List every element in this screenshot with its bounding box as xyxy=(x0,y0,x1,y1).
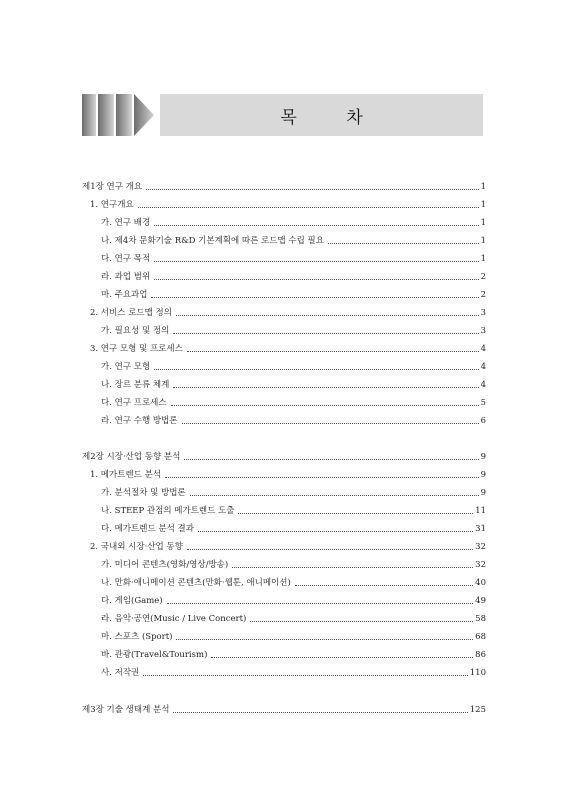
toc-entry-title: 1. 연구개요 xyxy=(90,200,134,210)
toc-entry-2-2-c[interactable] xyxy=(101,592,486,606)
decor-block xyxy=(98,94,114,136)
toc-entry-1-3[interactable] xyxy=(90,340,486,354)
toc-leader xyxy=(187,549,473,550)
toc-entry-2-1-c[interactable] xyxy=(101,520,486,534)
toc-page-number: 2 xyxy=(480,290,486,300)
toc-leader xyxy=(190,495,479,496)
toc-entry-title: 2. 서비스 로드맵 정의 xyxy=(90,308,172,318)
toc-entry-1-3-a[interactable] xyxy=(101,358,486,372)
toc-page-number: 9 xyxy=(480,470,486,480)
toc-leader xyxy=(173,387,478,388)
toc-page-number: 31 xyxy=(475,524,486,534)
toc-entry-1-1-c[interactable] xyxy=(101,250,486,264)
toc-leader xyxy=(176,639,473,640)
toc-page-number: 4 xyxy=(480,380,486,390)
toc-leader xyxy=(154,369,478,370)
toc-leader xyxy=(167,603,474,604)
toc-leader xyxy=(187,351,479,352)
toc-page-number: 40 xyxy=(475,578,486,588)
toc-leader xyxy=(154,261,478,262)
toc-leader xyxy=(151,297,478,298)
toc-entry-1-3-c[interactable] xyxy=(101,394,486,408)
page-title: 목 차 xyxy=(280,107,385,128)
toc-leader xyxy=(211,657,473,658)
toc-entry-2-2-d[interactable] xyxy=(101,610,486,624)
header-decoration xyxy=(82,94,154,136)
toc-entry-title: 가. 연구 모형 xyxy=(101,362,151,372)
toc-entry-2-1-b[interactable] xyxy=(101,502,486,516)
toc-entry-title: 라. 음악·공연(Music / Live Concert) xyxy=(101,614,247,624)
toc-entry-title: 다. 연구 목적 xyxy=(101,254,151,264)
toc-page-number: 32 xyxy=(475,542,486,552)
toc-leader xyxy=(184,459,478,460)
toc-leader xyxy=(146,189,478,190)
toc-page-number: 9 xyxy=(480,488,486,498)
toc-entry-title: 제3장 기술 생태계 분석 xyxy=(82,705,170,715)
toc-entry-title: 사. 저작권 xyxy=(101,668,140,678)
toc-entry-title: 가. 미디어 콘텐츠(영화/영상/방송) xyxy=(101,560,229,570)
toc-entry-2-2-e[interactable] xyxy=(101,628,486,642)
toc-entry-2-1[interactable] xyxy=(90,466,486,480)
toc-entry-2-2[interactable] xyxy=(90,538,486,552)
toc-leader xyxy=(232,567,473,568)
toc-entry-title: 라. 과업 범위 xyxy=(101,272,151,282)
toc-entry-title: 3. 연구 모형 및 프로세스 xyxy=(90,344,183,354)
toc-page-number: 11 xyxy=(475,506,486,516)
toc-leader xyxy=(138,207,479,208)
toc-page-number: 5 xyxy=(480,398,486,408)
toc-entry-title: 제2장 시장·산업 동향 분석 xyxy=(82,452,181,462)
toc-entry-title: 1. 메가트렌드 분석 xyxy=(90,470,161,480)
title-bar xyxy=(160,94,483,136)
toc-entry-title: 가. 필요성 및 정의 xyxy=(101,326,170,336)
toc-page-number: 6 xyxy=(480,416,486,426)
toc-header xyxy=(82,94,483,136)
toc-entry-2-2-a[interactable] xyxy=(101,556,486,570)
toc-page-number: 4 xyxy=(480,344,486,354)
toc-leader xyxy=(154,225,478,226)
toc-entry-title: 2. 국내외 시장·산업 동향 xyxy=(90,542,183,552)
toc-page-number: 86 xyxy=(475,650,486,660)
toc-page-number: 32 xyxy=(475,560,486,570)
toc-entry-2-1-a[interactable] xyxy=(101,484,486,498)
toc-page-number: 125 xyxy=(469,705,486,715)
toc-entry-chapter1[interactable] xyxy=(82,178,486,192)
toc-leader xyxy=(165,477,479,478)
toc-page-number: 49 xyxy=(475,596,486,606)
toc-entry-title: 나. STEEP 관점의 메가트렌드 도출 xyxy=(101,506,235,516)
toc-leader xyxy=(171,405,479,406)
toc-leader xyxy=(173,333,478,334)
toc-page-number: 1 xyxy=(480,218,486,228)
toc-entry-1-1-e[interactable] xyxy=(101,286,486,300)
toc-entry-1-1-a[interactable] xyxy=(101,214,486,228)
toc-leader xyxy=(198,531,473,532)
toc-page-number: 1 xyxy=(480,236,486,246)
toc-leader xyxy=(154,279,478,280)
toc-page-number: 58 xyxy=(475,614,486,624)
toc-leader xyxy=(143,675,468,676)
toc-entry-title: 다. 게임(Game) xyxy=(101,596,163,606)
toc-page-number: 4 xyxy=(480,362,486,372)
toc-page-number: 2 xyxy=(480,272,486,282)
toc-entry-title: 나. 만화·애니메이션 콘텐츠(만화·웹툰, 애니메이션) xyxy=(101,578,291,588)
toc-entry-title: 나. 제4차 문화기술 R&D 기본계획에 따른 로드맵 수립 필요 xyxy=(101,236,324,246)
toc-page-number: 3 xyxy=(480,308,486,318)
toc-entry-1-3-b[interactable] xyxy=(101,376,486,390)
toc-leader xyxy=(182,423,479,424)
toc-entry-1-2-a[interactable] xyxy=(101,322,486,336)
toc-entry-1-2[interactable] xyxy=(90,304,486,318)
toc-leader xyxy=(250,621,473,622)
decor-block xyxy=(116,94,132,136)
toc-page-number: 1 xyxy=(480,182,486,192)
toc-entry-title: 나. 장르 분류 체계 xyxy=(101,380,170,390)
toc-entry-title: 다. 메가트렌드 분석 결과 xyxy=(101,524,194,534)
toc-entry-chapter3[interactable] xyxy=(82,701,486,715)
toc-entry-title: 바. 관광(Travel&Tourism) xyxy=(101,650,208,660)
toc-entry-title: 라. 연구 수행 방법론 xyxy=(101,416,178,426)
toc-page-number: 1 xyxy=(480,200,486,210)
toc-entry-2-2-b[interactable] xyxy=(101,574,486,588)
toc-page-number: 68 xyxy=(475,632,486,642)
toc-entry-title: 가. 연구 배경 xyxy=(101,218,151,228)
toc-page-number: 1 xyxy=(480,254,486,264)
toc-leader xyxy=(176,315,479,316)
toc-page-number: 9 xyxy=(480,452,486,462)
toc-entry-1-1-d[interactable] xyxy=(101,268,486,282)
decor-arrow xyxy=(134,94,154,136)
toc-entry-1-1-b[interactable] xyxy=(101,232,486,246)
toc-entry-title: 마. 주요과업 xyxy=(101,290,148,300)
toc-leader xyxy=(238,513,473,514)
toc-leader xyxy=(173,712,467,713)
toc-leader xyxy=(295,585,473,586)
toc-entry-title: 마. 스포츠 (Sport) xyxy=(101,632,173,642)
toc-entry-1-1[interactable] xyxy=(90,196,486,210)
toc-entry-1-3-d[interactable] xyxy=(101,412,486,426)
toc-page-number: 3 xyxy=(480,326,486,336)
toc-entry-2-2-f[interactable] xyxy=(101,646,486,660)
toc-entry-title: 다. 연구 프로세스 xyxy=(101,398,167,408)
toc-page-number: 110 xyxy=(469,668,486,678)
decor-block xyxy=(82,94,96,136)
toc-entry-2-2-g[interactable] xyxy=(101,664,486,678)
toc-entry-chapter2[interactable] xyxy=(82,448,486,462)
toc-entry-title: 제1장 연구 개요 xyxy=(82,182,143,192)
toc-leader xyxy=(328,243,479,244)
toc-entry-title: 가. 분석절차 및 방법론 xyxy=(101,488,186,498)
